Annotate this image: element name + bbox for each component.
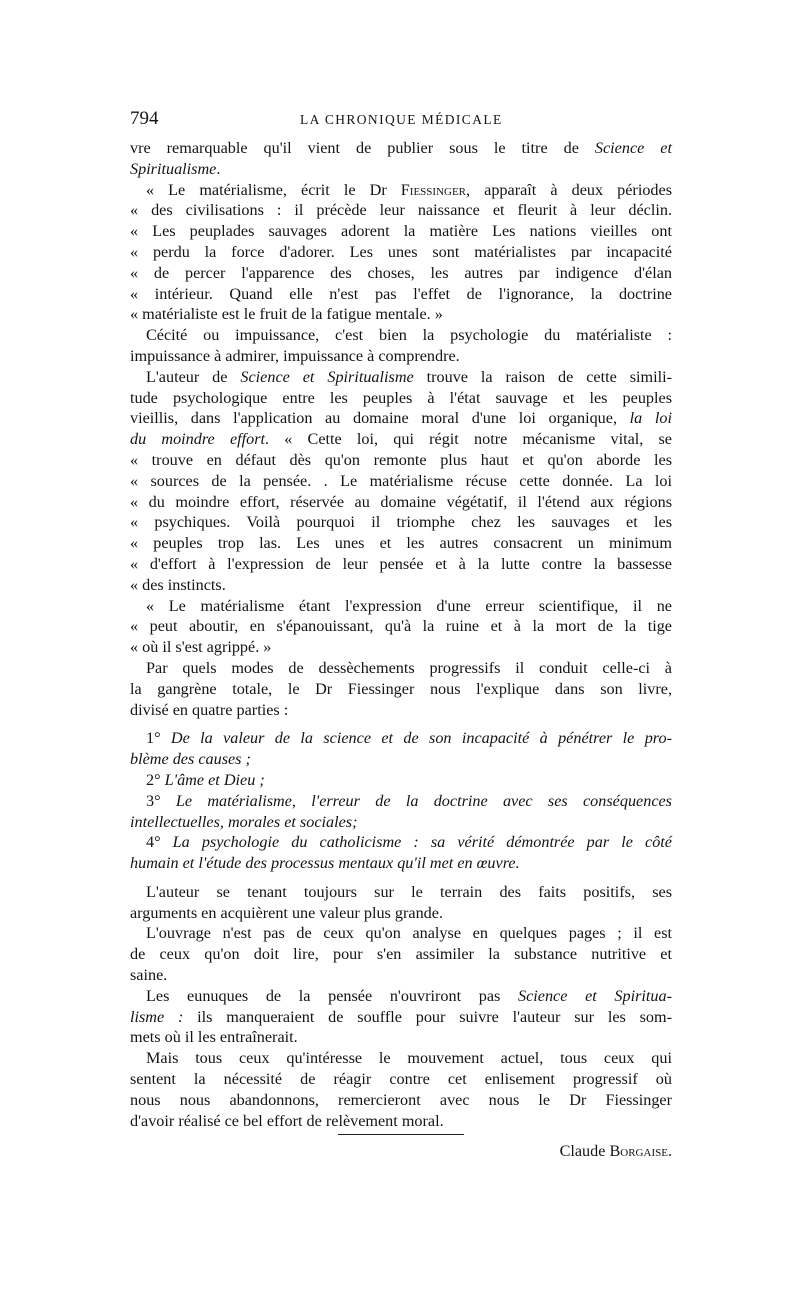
text-run: 1° <box>146 729 171 748</box>
text-run: impuissance à admirer, impuissance à comprendre. <box>130 346 460 365</box>
italic-run: humain et l'étude des processus mentaux qu'il met en œuvre. <box>130 854 520 873</box>
text-line <box>130 658 672 679</box>
text-line <box>130 138 672 159</box>
text-run: Cécité ou impuissance, c'est bien la psychologie du matérialiste : <box>146 326 672 345</box>
document-page <box>130 108 672 1162</box>
article-body <box>130 138 672 1131</box>
text-line <box>130 284 672 305</box>
text-line <box>130 728 672 749</box>
text-run: Par quels modes de dessèchements progressifs il conduit celle-ci à <box>146 658 672 677</box>
text-line <box>130 1090 672 1111</box>
text-run: L'auteur se tenant toujours sur le terrain des faits positifs, ses <box>146 882 672 901</box>
text-run: « où il s'est agrippé. » <box>130 638 272 657</box>
text-line <box>130 986 672 1007</box>
text-run: . « Cette loi, qui régit notre mécanisme vital, se <box>265 430 672 449</box>
text-run: « perdu la force d'adorer. Les unes sont matérialistes par incapacité <box>130 242 672 261</box>
text-line <box>130 575 672 596</box>
paragraph-gap <box>130 874 672 882</box>
text-line <box>130 944 672 965</box>
text-run: « Le matérialisme, écrit le Dr <box>146 180 401 199</box>
text-line <box>130 512 672 533</box>
text-line <box>130 408 672 429</box>
text-run: divisé en quatre parties : <box>130 700 289 719</box>
text-run: L'auteur de <box>146 367 241 386</box>
text-run: d'avoir réalisé ce bel effort de relèvement moral. <box>130 1111 444 1130</box>
page-header <box>130 108 672 138</box>
text-run: 2° <box>146 770 165 789</box>
text-line <box>130 1048 672 1069</box>
text-line <box>130 304 672 325</box>
text-run: sentent la nécessité de réagir contre cet enlisement progressif où <box>130 1070 672 1089</box>
text-line <box>130 965 672 986</box>
signature-tail: . <box>667 1142 672 1161</box>
text-run: nous nous abandonnons, remercieront avec nous le Dr Fiessinger <box>130 1090 672 1109</box>
italic-run: Science et <box>594 139 672 157</box>
italic-run: la loi <box>629 409 672 428</box>
text-line <box>130 1027 672 1048</box>
text-line <box>130 554 672 575</box>
text-run: « matérialiste est le fruit de la fatigue mentale. » <box>130 305 443 324</box>
text-run: L'ouvrage n'est pas de ceux qu'on analyse en quelques pages ; il est <box>146 924 672 943</box>
italic-run: L'âme et Dieu ; <box>164 770 265 789</box>
text-line <box>130 263 672 284</box>
italic-run: blème des causes ; <box>130 750 251 769</box>
text-line <box>130 903 672 924</box>
running-title: LA CHRONIQUE MÉDICALE <box>300 112 503 127</box>
text-run: « du moindre effort, réservée au domaine végétatif, il l'étend aux régions <box>130 492 672 511</box>
text-line <box>130 1069 672 1090</box>
text-run: « des instincts. <box>130 575 226 594</box>
text-line <box>130 492 672 513</box>
text-run: Les eunuques de la pensée n'ouvriront pas <box>146 986 518 1005</box>
text-run: Mais tous ceux qu'intéresse le mouvement actuel, tous ceux qui <box>146 1049 672 1068</box>
text-line <box>130 221 672 242</box>
italic-run: Spiritualisme <box>130 159 217 178</box>
text-line <box>130 1111 672 1132</box>
text-line <box>130 533 672 554</box>
text-run: arguments en acquièrent une valeur plus grande. <box>130 903 443 922</box>
text-line <box>130 923 672 944</box>
text-line <box>130 882 672 903</box>
text-line <box>130 749 672 770</box>
author-signature <box>130 1141 672 1162</box>
text-line <box>130 388 672 409</box>
text-line <box>130 770 672 791</box>
text-line <box>130 159 672 180</box>
text-line <box>130 596 672 617</box>
signature-first-name: Claude <box>559 1142 610 1161</box>
small-caps-run: Fiessinger <box>400 180 467 199</box>
text-run: 3° <box>146 791 176 810</box>
italic-run: Science et Spiritua- <box>518 986 672 1005</box>
text-line <box>130 367 672 388</box>
text-run: « peuples trop las. Les unes et les autres consacrent un minimum <box>130 534 672 553</box>
text-line <box>130 637 672 658</box>
text-run: . <box>216 159 221 178</box>
text-run: « des civilisations : il précède leur naissance et fleurit à leur déclin. <box>130 201 672 220</box>
italic-run: intellectuelles, morales et sociales; <box>130 812 358 831</box>
text-line <box>130 200 672 221</box>
italic-run: De la valeur de la science et de son incapacité à pénétrer le pro- <box>170 729 672 748</box>
text-run: « Le matérialisme étant l'expression d'une erreur scientifique, il ne <box>146 596 672 615</box>
text-line <box>130 471 672 492</box>
italic-run: du moindre effort <box>130 430 266 449</box>
signature-surname: Borgaise <box>609 1142 668 1161</box>
text-line <box>130 346 672 367</box>
text-run: saine. <box>130 966 168 985</box>
text-run: « Les peuplades sauvages adorent la matière Les nations vieilles ont <box>130 222 672 241</box>
text-line <box>130 242 672 263</box>
text-line <box>130 180 672 201</box>
italic-run: lisme : <box>130 1007 184 1026</box>
text-line <box>130 429 672 450</box>
paragraph-gap <box>130 720 672 728</box>
text-run: la gangrène totale, le Dr Fiessinger nous l'explique dans son livre, <box>130 679 672 698</box>
text-line <box>130 853 672 874</box>
text-run: « de percer l'apparence des choses, les autres par indigence d'élan <box>130 263 672 282</box>
text-run: « trouve en défaut dès qu'on remonte plus haut et qu'on aborde les <box>130 450 672 469</box>
text-run: ils manqueraient de souffle pour suivre l'auteur sur les som- <box>183 1007 672 1026</box>
text-line <box>130 700 672 721</box>
text-run: vieillis, dans l'application au domaine moral d'une loi organique, <box>130 409 630 428</box>
italic-run: Science et Spiritualisme <box>240 367 414 386</box>
text-line <box>130 679 672 700</box>
end-rule <box>338 1134 464 1135</box>
text-run: « sources de la pensée. . Le matérialisme récuse cette donnée. La loi <box>130 471 672 490</box>
text-line <box>130 1007 672 1028</box>
text-run: de ceux qu'on doit lire, pour s'en assimiler la substance nutritive et <box>130 945 672 964</box>
text-run: « peut aboutir, en s'épanouissant, qu'à la ruine et à la mort de la tige <box>130 617 672 636</box>
italic-run: La psychologie du catholicisme : sa vérité démontrée par le côté <box>172 833 672 852</box>
text-run: tude psychologique entre les peuples à l'état sauvage et les peuples <box>130 388 672 407</box>
text-run: vre remarquable qu'il vient de publier sous le titre de <box>130 139 595 157</box>
page-number: 794 <box>130 108 159 129</box>
text-run: trouve la raison de cette simili- <box>413 367 672 386</box>
text-line <box>130 325 672 346</box>
text-run: « intérieur. Quand elle n'est pas l'effet de l'ignorance, la doctrine <box>130 284 672 303</box>
text-run: 4° <box>146 833 173 852</box>
text-run: « psychiques. Voilà pourquoi il triomphe chez les sauvages et les <box>130 513 672 532</box>
text-line <box>130 450 672 471</box>
text-run: , apparaît à deux périodes <box>466 180 672 199</box>
text-line <box>130 791 672 812</box>
italic-run: Le matérialisme, l'erreur de la doctrine avec ses conséquences <box>175 791 672 810</box>
text-line <box>130 812 672 833</box>
text-run: « d'effort à l'expression de leur pensée et à la lutte contre la bassesse <box>130 554 672 573</box>
text-line <box>130 832 672 853</box>
text-line <box>130 616 672 637</box>
text-run: mets où il les entraînerait. <box>130 1028 298 1047</box>
